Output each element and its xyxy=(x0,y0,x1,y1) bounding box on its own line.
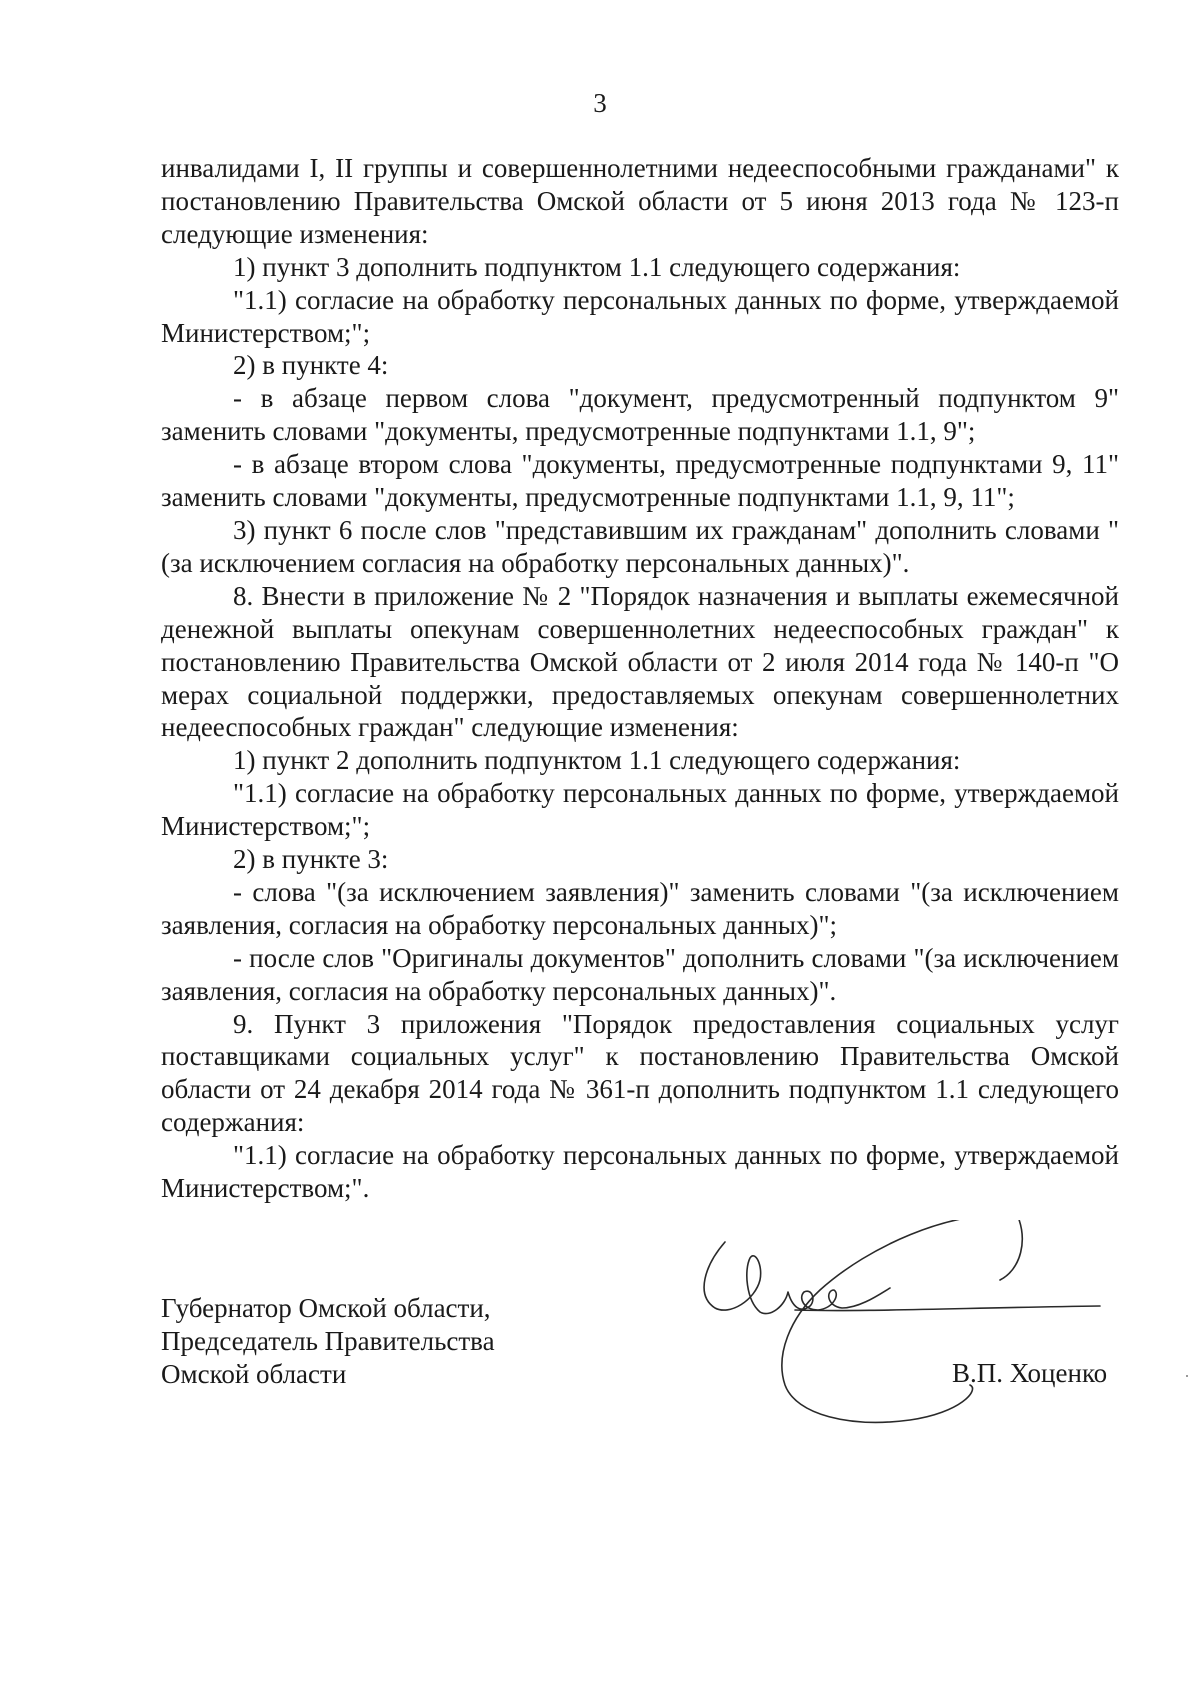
document-body xyxy=(161,152,1119,1205)
body-paragraph: 1) пункт 3 дополнить подпунктом 1.1 следующего содержания: xyxy=(233,251,961,282)
body-paragraph: - после слов "Оригиналы документов" дополнить словами "(за исключением заявления, согласия на обработку персональных данных)". xyxy=(161,942,1119,1006)
body-paragraph: 2) в пункте 4: xyxy=(233,350,389,381)
signatory-title-line: Омской области xyxy=(161,1359,347,1389)
body-paragraph: 1) пункт 2 дополнить подпунктом 1.1 следующего содержания: xyxy=(233,745,961,776)
body-paragraph: "1.1) согласие на обработку персональных данных по форме, утверждаемой Министерством;"; xyxy=(161,778,1119,842)
page-number: 3 xyxy=(593,88,607,118)
body-paragraph: "1.1) согласие на обработку персональных данных по форме, утверждаемой Министерством;"; xyxy=(161,284,1119,348)
body-paragraph: - в абзаце первом слова "документ, предусмотренный подпунктом 9" заменить словами "документы, предусмотренные подпунктами 1.1, 9"; xyxy=(161,383,1119,447)
body-paragraph: 9. Пункт 3 приложения "Порядок предоставления социальных услуг поставщиками социальных услуг" к постановлению Правительства Омской области от 24 декабря 2014 года № 361-п дополнить подпунктом 1.1 следующего содержания: xyxy=(161,1008,1119,1138)
body-paragraph: 8. Внести в приложение № 2 "Порядок назначения и выплаты ежемесячной денежной выплаты опекунам совершеннолетних недееспособных граждан" к постановлению Правительства Омской области от 2 июля 2014 года № 140-п "О мерах социальной поддержки, предоставляемых опекунам совершеннолетних недееспособных граждан" следующие изменения: xyxy=(161,580,1119,743)
signatory-title-line: Председатель Правительства xyxy=(161,1326,495,1356)
body-paragraph: инвалидами I, II группы и совершеннолетними недееспособными гражданами" к постановлению Правительства Омской области от 5 июня 2013 года № 123-п следующие изменения: xyxy=(161,153,1119,249)
signer-name: В.П. Хоценко xyxy=(952,1358,1108,1388)
body-paragraph: 2) в пункте 3: xyxy=(233,844,389,875)
signatory-title xyxy=(161,1292,495,1391)
scan-mark xyxy=(1186,1375,1188,1377)
handwritten-signature xyxy=(700,1220,1130,1450)
body-paragraph: - слова "(за исключением заявления)" заменить словами "(за исключением заявления, согласия на обработку персональных данных)"; xyxy=(161,876,1119,940)
signatory-title-line: Губернатор Омской области, xyxy=(161,1293,491,1323)
body-paragraph: - в абзаце втором слова "документы, предусмотренные подпунктами 9, 11" заменить словами "документы, предусмотренные подпунктами 1.1, 9, 11"; xyxy=(161,449,1119,513)
body-paragraph: "1.1) согласие на обработку персональных данных по форме, утверждаемой Министерством;". xyxy=(161,1140,1119,1204)
body-paragraph: 3) пункт 6 после слов "представившим их гражданам" дополнить словами "(за исключением согласия на обработку персональных данных)". xyxy=(161,514,1119,578)
